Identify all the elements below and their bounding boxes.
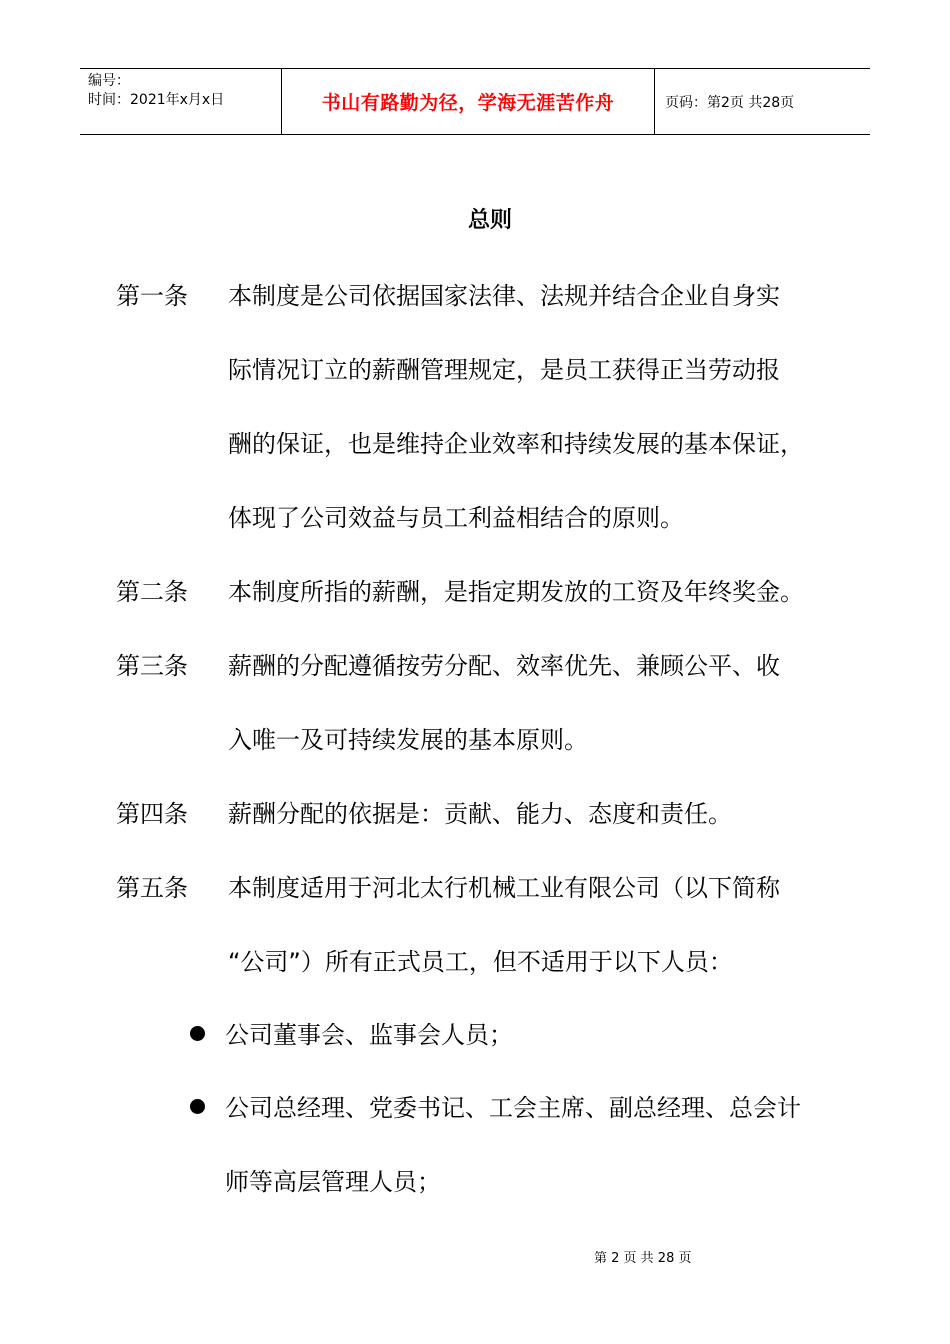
number-label: 编号：: [88, 73, 130, 89]
article-line: 本制度适用于河北太行机械工业有限公司（以下简称: [228, 874, 780, 902]
article-label: 第四条: [116, 800, 188, 828]
header-motto: 书山有路勤为径，学海无涯苦作舟: [282, 69, 655, 134]
section-title: 总则: [467, 208, 512, 233]
article-line: 薪酬的分配遵循按劳分配、效率优先、兼顾公平、收: [228, 652, 780, 680]
article-label: 第五条: [116, 874, 188, 902]
article-line: 薪酬分配的依据是：贡献、能力、态度和责任。: [228, 800, 732, 828]
bullet-line: 师等高层管理人员；: [225, 1168, 441, 1196]
article-line: 酬的保证，也是维持企业效率和持续发展的基本保证，: [228, 430, 804, 458]
article-label: 第一条: [116, 282, 188, 310]
article-line: 本制度所指的薪酬，是指定期发放的工资及年终奖金。: [228, 578, 804, 606]
article-label: 第二条: [116, 578, 188, 606]
article-line: 入唯一及可持续发展的基本原则。: [228, 726, 588, 754]
article-line: “公司”）所有正式员工，但不适用于以下人员：: [228, 948, 733, 976]
article-line: 体现了公司效益与员工利益相结合的原则。: [228, 504, 684, 532]
document-header: [80, 68, 870, 135]
article-line: 本制度是公司依据国家法律、法规并结合企业自身实: [228, 282, 780, 310]
bullet-line: 公司董事会、监事会人员；: [225, 1021, 513, 1049]
date-label: 时间：2021年x月x日: [88, 92, 225, 108]
article-line: 际情况订立的薪酬管理规定，是员工获得正当劳动报: [228, 356, 780, 384]
bullet-dot-icon: [190, 1026, 205, 1041]
article-label: 第三条: [116, 652, 188, 680]
bullet-dot-icon: [190, 1099, 205, 1114]
header-page-info: 页码：第2页 共28页: [665, 94, 795, 111]
bullet-line: 公司总经理、党委书记、工会主席、副总经理、总会计: [225, 1094, 801, 1122]
header-meta: [80, 69, 282, 134]
page-footer: 第 2 页 共 28 页: [594, 1251, 692, 1266]
